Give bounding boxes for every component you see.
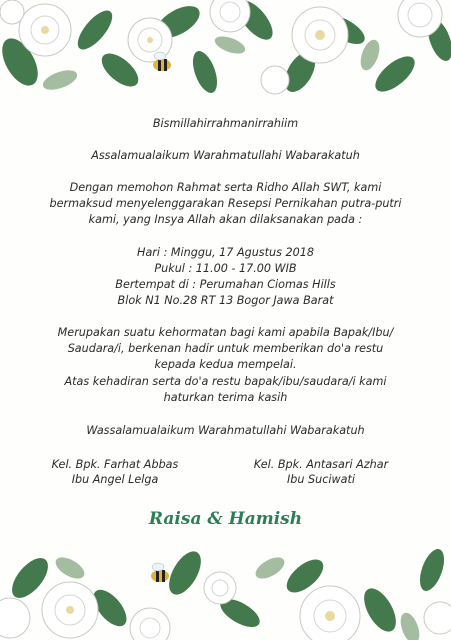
event-venue: Bertempat di : Perumahan Ciomas Hills <box>115 278 336 291</box>
family-left-mother: Ibu Angel Lelga <box>71 473 159 486</box>
event-address: Blok N1 No.28 RT 13 Bogor Jawa Barat <box>117 294 334 307</box>
opening-line: Bismillahirrahmanirrahiim <box>152 117 299 130</box>
family-left-father: Kel. Bpk. Farhat Abbas <box>51 458 179 471</box>
message-line: Atas kehadiran serta do'a restu bapak/ibu/saudara/i kami <box>64 375 387 388</box>
floral-border-bottom <box>0 548 451 640</box>
families-block <box>0 457 451 491</box>
family-right-father: Kel. Bpk. Antasari Azhar <box>253 458 389 471</box>
bee-icon <box>151 563 169 582</box>
greeting-line: Assalamualaikum Warahmatullahi Wabarakatuh <box>91 149 360 162</box>
floral-border-top <box>0 0 451 100</box>
event-day: Hari : Minggu, 17 Agustus 2018 <box>137 246 314 259</box>
family-left <box>15 457 215 487</box>
intro-line: bermaksud menyelenggarakan Resepsi Pernikahan putra-putri <box>49 197 402 210</box>
message-line: haturkan terima kasih <box>163 391 288 404</box>
intro-line: Dengan memohon Rahmat serta Ridho Allah SWT, kami <box>69 181 382 194</box>
couple-names: Raisa & Hamish <box>148 509 303 529</box>
floral-illustration-bottom <box>0 548 451 640</box>
bee-icon <box>153 52 171 71</box>
family-right-mother: Ibu Suciwati <box>287 473 355 486</box>
family-right <box>221 457 421 487</box>
floral-illustration-top <box>0 0 451 100</box>
closing-line: Wassalamualaikum Warahmatullahi Wabarakatuh <box>86 424 365 437</box>
event-time: Pukul : 11.00 - 17.00 WIB <box>154 262 297 275</box>
message-line: Saudara/i, berkenan hadir untuk memberikan do'a restu <box>67 342 384 355</box>
message-line: kepada kedua mempelai. <box>154 358 297 371</box>
intro-line: kami, yang Insya Allah akan dilaksanakan pada : <box>88 213 363 226</box>
message-line: Merupakan suatu kehormatan bagi kami apabila Bapak/Ibu/ <box>57 326 394 339</box>
